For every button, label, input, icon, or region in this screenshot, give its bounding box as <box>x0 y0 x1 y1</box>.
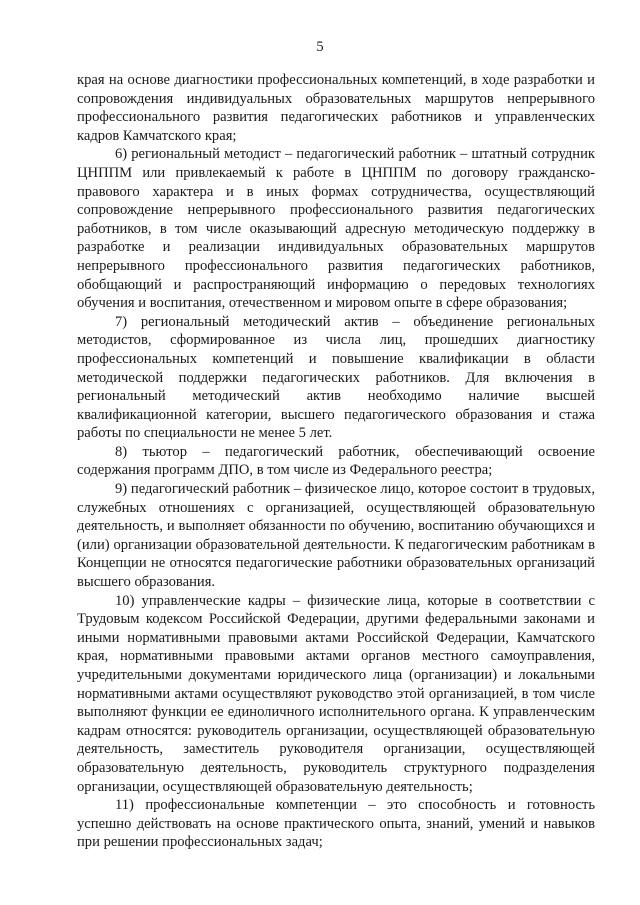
paragraph-regional-methodist: 6) региональный методист – педагогический работник – штатный сотрудник ЦНППМ или привлекаемый к работе в ЦНППМ по договору гражданско-правового характера и в иных формах сотрудничества, осуществляющий сопровождение непрерывного профессионального развития педагогических работников, в том числе оказывающий адресную методическую поддержку в разработке и реализации индивидуальных образовательных маршрутов непрерывного профессионального развития педагогических работников, обобщающий и распространяющий информацию о передовых технологиях обучения и воспитания, отечественном и мировом опыте в сфере образования; <box>77 146 595 312</box>
body-text <box>77 71 595 852</box>
paragraph-professional-competencies: 11) профессиональные компетенции – это способность и готовность успешно действовать на основе практического опыта, знаний, умений и навыков при решении профессиональных задач; <box>77 797 595 851</box>
paragraph-management-staff: 10) управленческие кадры – физические лица, которые в соответствии с Трудовым кодексом Российской Федерации, другими федеральными законами и иными нормативными правовыми актами Российской Федерации, Камчатского края, нормативными правовыми актами органов местного самоуправления, учредительными документами юридического лица (организации) и локальными нормативными актами осуществляют руководство этой организацией, в том числе выполняют функции ее единоличного исполнительного органа. К управленческим кадрам относятся: руководитель организации, осуществляющей образовательную деятельность, заместитель руководителя организации, осуществляющей образовательную деятельность, руководитель структурного подразделения организации, осуществляющей образовательную деятельность; <box>77 592 595 795</box>
paragraph-tutor: 8) тьютор – педагогический работник, обеспечивающий освоение содержания программ ДПО, в том числе из Федерального реестра; <box>77 443 595 479</box>
paragraph-continuation: края на основе диагностики профессиональных компетенций, в ходе разработки и сопровождения индивидуальных образовательных маршрутов непрерывного профессионального развития педагогических работников и управленческих кадров Камчатского края; <box>77 72 595 144</box>
page-number: 5 <box>316 39 324 55</box>
paragraph-pedagogical-worker: 9) педагогический работник – физическое лицо, которое состоит в трудовых, служебных отношениях с организацией, осуществляющей образовательную деятельность, и выполняет обязанности по обучению, воспитанию обучающихся и (или) организации образовательной деятельности. К педагогическим работникам в Концепции не относятся педагогические работники образовательных организаций высшего образования. <box>77 481 595 591</box>
paragraph-regional-methodical-asset: 7) региональный методический актив – объединение региональных методистов, сформированное из числа лиц, прошедших диагностику профессиональных компетенций и повышение квалификации в области методической поддержки педагогических работников. Для включения в региональный методический актив необходимо наличие высшей квалификационной категории, высшего педагогического образования и стажа работы по специальности не менее 5 лет. <box>77 313 595 442</box>
